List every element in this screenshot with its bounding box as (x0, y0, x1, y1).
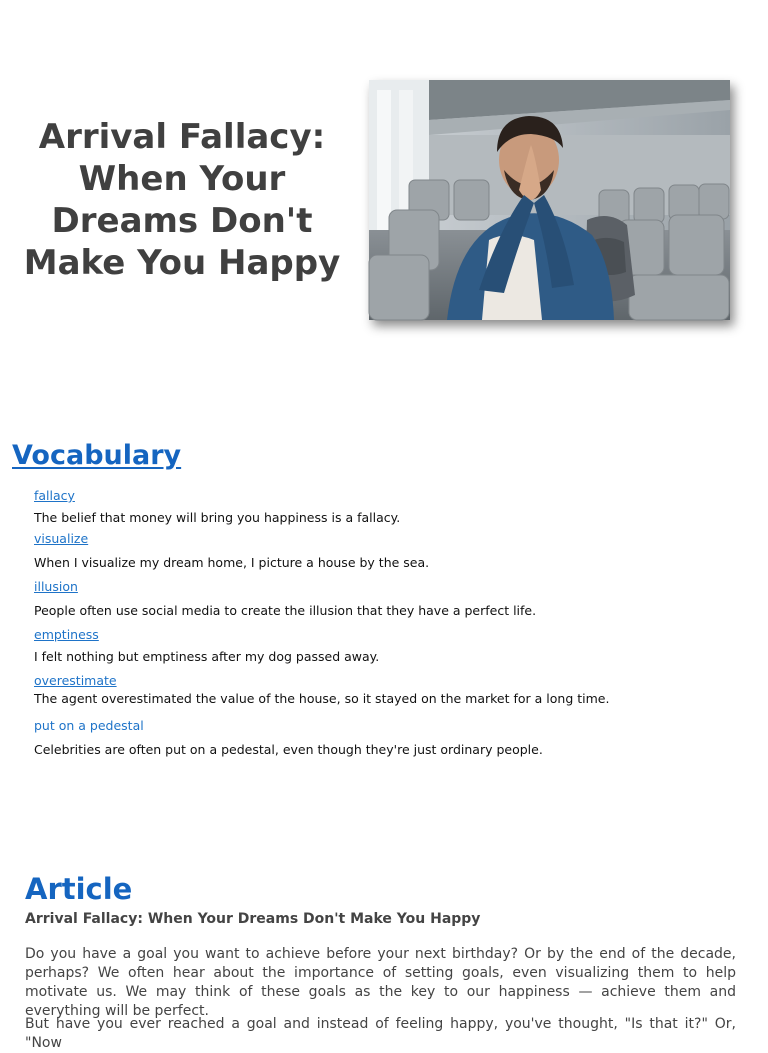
vocab-term-link[interactable]: overestimate (34, 673, 117, 688)
vocab-term-link[interactable]: fallacy (34, 488, 75, 503)
vocab-example: I felt nothing but emptiness after my dog passed away. (34, 649, 380, 664)
article-subtitle: Arrival Fallacy: When Your Dreams Don't Make You Happy (25, 911, 481, 927)
vocab-item-overestimate (34, 673, 609, 706)
page-title: Arrival Fallacy: When Your Dreams Don't Make You Happy (23, 117, 341, 283)
article-paragraph: But have you ever reached a goal and instead of feeling happy, you've thought, "Is that it?" Or, "Now (25, 1016, 736, 1051)
vocab-item-emptiness (34, 627, 379, 664)
vocab-example: When I visualize my dream home, I picture a house by the sea. (34, 555, 430, 570)
vocabulary-heading: Vocabulary (12, 440, 182, 471)
vocab-example: People often use social media to create the illusion that they have a perfect life. (34, 603, 537, 618)
vocab-item-fallacy (34, 488, 400, 525)
vocab-item-visualize (34, 531, 429, 570)
vocab-example: The agent overestimated the value of the house, so it stayed on the market for a long time. (34, 691, 610, 706)
vocab-item-illusion (34, 579, 536, 618)
vocab-term-link[interactable]: emptiness (34, 627, 99, 642)
airport-man-praying-image (369, 80, 730, 320)
vocab-example: Celebrities are often put on a pedestal, even though they're just ordinary people. (34, 742, 543, 757)
hero-image (369, 80, 730, 320)
article-paragraph: Do you have a goal you want to achieve before your next birthday? Or by the end of the decade, perhaps? We often hear about the importance of setting goals, even visualizing them to help motivate us. We may think of these goals as the key to our happiness — achieve them and everything will be perfect. (25, 946, 736, 1019)
vocab-term-link[interactable]: illusion (34, 579, 78, 594)
vocab-example: The belief that money will bring you happiness is a fallacy. (34, 510, 401, 525)
vocab-item-put-on-a-pedestal (34, 718, 543, 757)
vocab-term: put on a pedestal (34, 718, 144, 733)
article-heading: Article (25, 872, 133, 906)
vocab-term-link[interactable]: visualize (34, 531, 89, 546)
